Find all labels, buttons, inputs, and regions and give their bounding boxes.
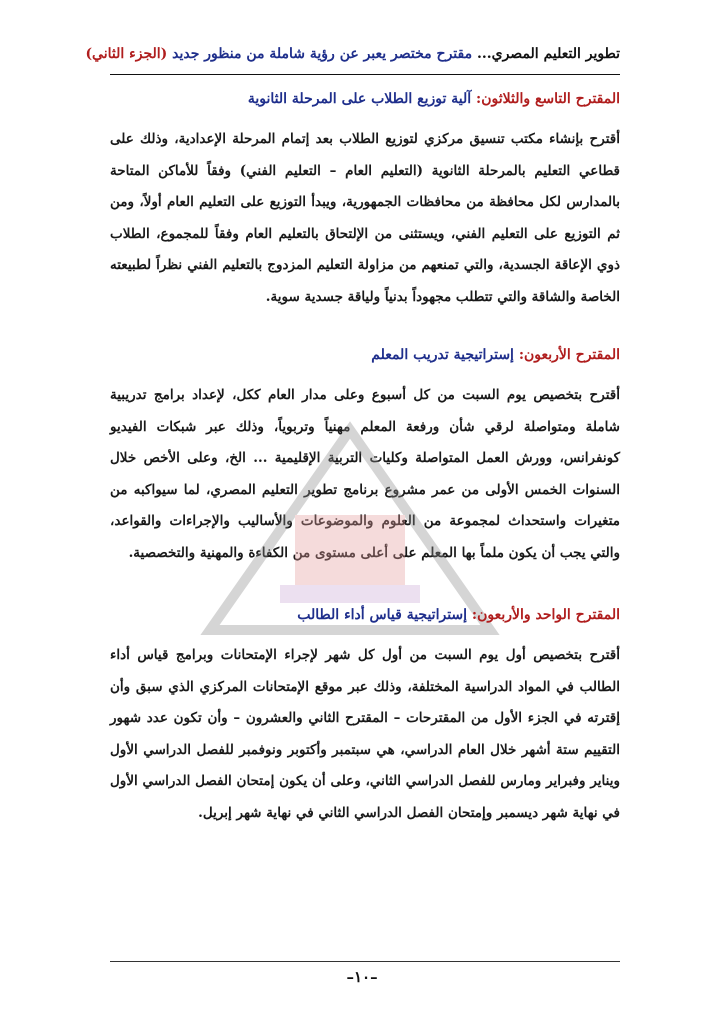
section-proposal-41: [110, 604, 620, 829]
header-divider: [110, 74, 620, 75]
section-label: المقترح الواحد والأربعون:: [471, 607, 620, 623]
section-paragraph: أقترح بتخصيص يوم السبت من كل أسبوع وعلى مدار العام ككل، لإعداد برامج تدريبية شاملة ومتواصلة لرقي شأن ورفعة المعلم مهنياً وتربوياً، وذلك عبر شبكات الفيديو كونفرانس، وورش العمل المتواصلة وكليات التربية الإقليمية ... الخ، وعلى الأخص خلال السنوات الخمس الأولى من عمر مشروع برنامج تطوير التعليم المصري، لما سيواكبه من متغيرات واستحداث لمجموعة من العلوم والموضوعات والأساليب والإجراءات والقواعد، والتي يجب أن يكون ملماً بها المعلم على أعلى مستوى من الكفاءة والمهنية والتخصصية.: [110, 387, 620, 561]
section-topic: آلية توزيع الطلاب على المرحلة الثانوية: [247, 91, 472, 107]
header-subtitle: مقترح مختصر يعبر عن رؤية شاملة من منظور جديد: [172, 46, 473, 62]
section-label: المقترح التاسع والثلاثون:: [476, 91, 620, 107]
section-label: المقترح الأربعون:: [518, 347, 620, 363]
header-part-label: (الجزء الثاني): [85, 46, 168, 62]
header-title: تطوير التعليم المصري...: [477, 46, 620, 62]
section-paragraph: أقترح بتخصيص أول يوم السبت من أول كل شهر لإجراء الإمتحانات وبرامج قياس أداء الطالب في المواد الدراسية المختلفة، وذلك عبر موقع الإمتحانات المركزي الذي سبق وأن إقترته في الجزء الأول من المقترحات – المقترح الثاني والعشرون – وأن تكون عدد شهور التقييم ستة أشهر خلال العام الدراسي، هي سبتمبر وأكتوبر ونوفمبر للفصل الدراسي الأول ويناير وفبراير ومارس للفصل الدراسي الثاني، وعلى أن يكون إمتحان الفصل الدراسي الأول في نهاية شهر ديسمبر وإمتحان الفصل الدراسي الثاني في نهاية شهر إبريل.: [110, 647, 621, 821]
section-topic: إستراتيجية تدريب المعلم: [371, 347, 514, 363]
section-heading: [110, 604, 620, 626]
page-number: –١٠–: [346, 968, 378, 986]
section-heading: [110, 88, 620, 110]
section-topic: إستراتيجية قياس أداء الطالب: [297, 607, 468, 623]
running-header: [85, 42, 620, 72]
section-proposal-39: [110, 88, 620, 313]
footer-divider: [110, 961, 620, 962]
section-proposal-40: [110, 344, 620, 569]
section-heading: [110, 344, 620, 366]
section-paragraph: أقترح بإنشاء مكتب تنسيق مركزي لتوزيع الطلاب بعد إتمام المرحلة الإعدادية، وذلك على قطاعي التعليم بالمرحلة الثانوية (التعليم العام – التعليم الفني) وفقاً للأماكن المتاحة بالمدارس لكل محافظة من محافظات الجمهورية، ويبدأ التوزيع على التعليم العام أولاً، ومن ثم التوزيع على التعليم الفني، ويستثنى من الإلتحاق بالتعليم العام وفقاً للمجموع، الطلاب ذوي الإعاقة الجسدية، والتي تمنعهم من مزاولة التعليم المزدوج بالتعليم الفني نظراً لطبيعته الخاصة والشاقة والتي تتطلب مجهوداً بدنياً ولياقة جسدية سوية.: [110, 131, 620, 305]
